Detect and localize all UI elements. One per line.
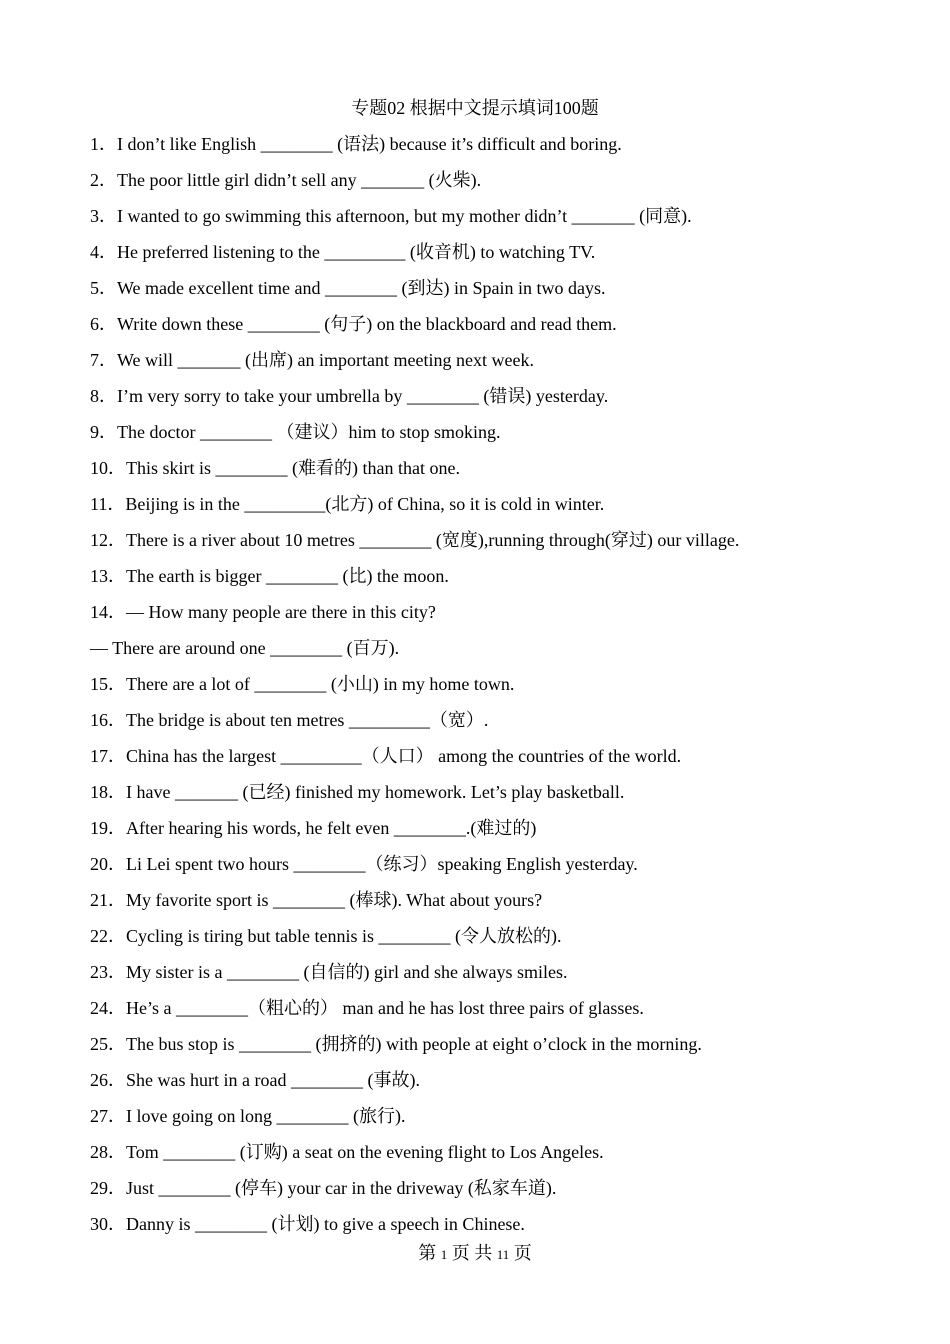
question-line: 10．This skirt is ________ (难看的) than that one. [90, 458, 460, 478]
question-line: 9．The doctor ________ （建议）him to stop smoking. [90, 422, 501, 442]
question-line: 2．The poor little girl didn’t sell any _______ (火柴). [90, 170, 482, 190]
question-line: 5．We made excellent time and ________ (到达) in Spain in two days. [90, 278, 606, 298]
question-line: 22．Cycling is tiring but table tennis is ________ (令人放松的). [90, 926, 562, 946]
question-line: 13．The earth is bigger ________ (比) the moon. [90, 566, 449, 586]
page-title: 专题02 根据中文提示填词100题 [351, 98, 599, 118]
question-line: 14．— How many people are there in this city? [90, 602, 436, 622]
question-line: 25．The bus stop is ________ (拥挤的) with people at eight o’clock in the morning. [90, 1034, 702, 1054]
question-line: 6．Write down these ________ (句子) on the blackboard and read them. [90, 314, 617, 334]
page-number: 1 [440, 1247, 448, 1262]
question-line: 11．Beijing is in the _________(北方) of China, so it is cold in winter. [90, 494, 605, 514]
answer-line: — There are around one ________ (百万). [90, 638, 400, 658]
question-line: 1．I don’t like English ________ (语法) because it’s difficult and boring. [90, 134, 622, 154]
question-line: 29．Just ________ (停车) your car in the driveway (私家车道). [90, 1178, 557, 1198]
page-footer [0, 1240, 950, 1268]
total-pages: 11 [496, 1247, 510, 1262]
question-line: 8．I’m very sorry to take your umbrella by ________ (错误) yesterday. [90, 386, 609, 406]
question-line: 17．China has the largest _________（人口） among the countries of the world. [90, 746, 682, 766]
question-line: 28．Tom ________ (订购) a seat on the evening flight to Los Angeles. [90, 1142, 604, 1162]
question-line: 21．My favorite sport is ________ (棒球). What about yours? [90, 890, 543, 910]
question-line: 18．I have _______ (已经) finished my homework. Let’s play basketball. [90, 782, 625, 802]
question-line: 23．My sister is a ________ (自信的) girl and she always smiles. [90, 962, 568, 982]
footer-suffix: 页 [509, 1243, 532, 1263]
question-line: 15．There are a lot of ________ (小山) in my home town. [90, 674, 515, 694]
question-line: 4．He preferred listening to the _________ (收音机) to watching TV. [90, 242, 596, 262]
question-list [90, 131, 890, 1247]
question-line: 12．There is a river about 10 metres ________ (宽度),running through(穿过) our village. [90, 530, 740, 550]
question-line: 27．I love going on long ________ (旅行). [90, 1106, 406, 1126]
question-line: 20．Li Lei spent two hours ________（练习）speaking English yesterday. [90, 854, 638, 874]
footer-middle: 页 共 [447, 1243, 497, 1263]
question-line: 16．The bridge is about ten metres _________（宽）. [90, 710, 489, 730]
footer-prefix: 第 [418, 1243, 441, 1263]
question-line: 24．He’s a ________（粗心的） man and he has lost three pairs of glasses. [90, 998, 644, 1018]
question-line: 19．After hearing his words, he felt even ________.(难过的) [90, 818, 537, 838]
question-line: 3．I wanted to go swimming this afternoon, but my mother didn’t _______ (同意). [90, 206, 692, 226]
question-line: 30．Danny is ________ (计划) to give a speech in Chinese. [90, 1214, 525, 1234]
question-line: 26．She was hurt in a road ________ (事故). [90, 1070, 420, 1090]
question-line: 7．We will _______ (出席) an important meeting next week. [90, 350, 534, 370]
